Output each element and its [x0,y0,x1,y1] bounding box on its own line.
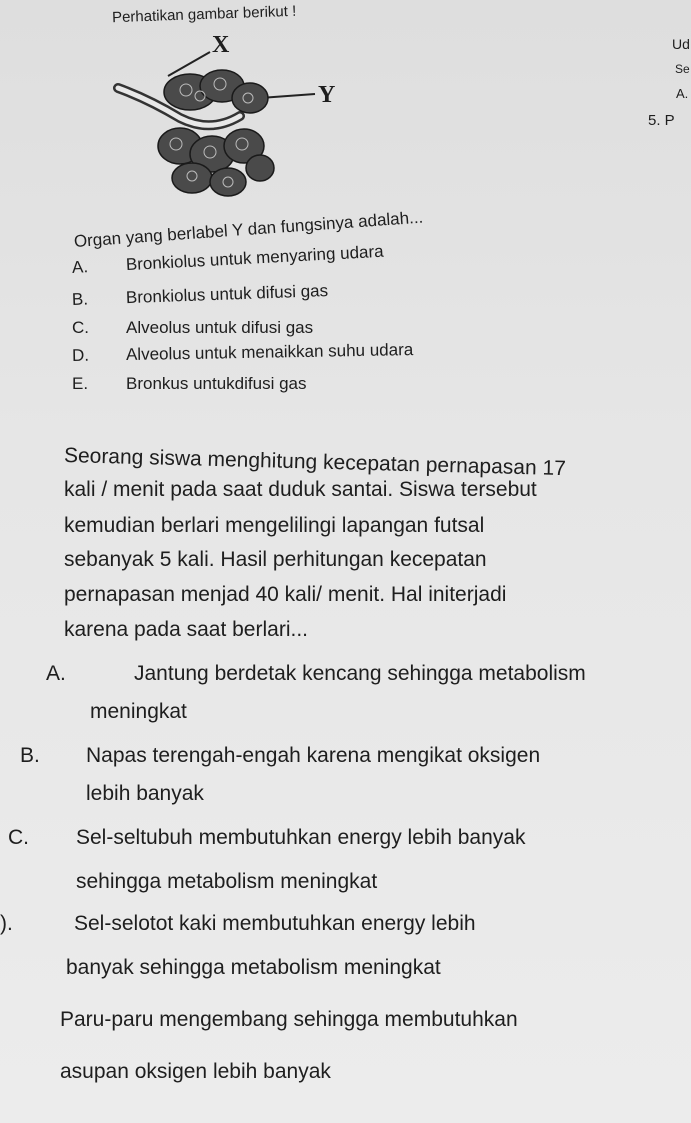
option-letter: A. [71,257,89,277]
option-text: Bronkiolus untuk difusi gas [125,281,329,308]
option-text: Sel-selotot kaki membutuhkan energy lebih [74,912,476,935]
option-text: Bronkiolus untuk menyaring udara [125,241,385,275]
question1-option-d[interactable] [72,340,414,366]
label-y: Y [318,82,336,108]
alveoli-illustration [110,36,360,206]
question2-stem-line: karena pada saat berlari... [64,618,308,641]
option-text: Alveolus untuk difusi gas [126,318,314,337]
question2-stem-line: pernapasan menjad 40 kali/ menit. Hal initerjadi [64,583,507,606]
question2-option-b-cont: lebih banyak [86,782,204,805]
question2-option-a[interactable] [46,662,586,686]
cutoff-question-5: 5. P [648,112,675,129]
option-letter: A. [46,662,66,685]
option-letter: E. [72,374,89,393]
question1-option-b[interactable] [72,281,329,310]
option-letter: B. [20,744,40,767]
question2-option-e[interactable]: Paru-paru mengembang sehingga membutuhkan [60,1008,518,1031]
option-letter: D. [71,345,90,365]
question1-option-e[interactable] [72,374,307,394]
cutoff-text-ud: Ud [672,36,690,52]
label-x: X [212,32,230,58]
option-text: Bronkus untukdifusi gas [126,374,307,393]
question2-option-d[interactable] [0,912,476,936]
question2-option-e-cont: asupan oksigen lebih banyak [60,1060,331,1083]
question1-stem: Organ yang berlabel Y dan fungsinya adalah... [73,207,424,251]
option-letter: ). [0,912,13,935]
question2-option-b[interactable] [20,744,540,768]
cutoff-text-se: Se [675,62,690,76]
cutoff-text-a: A. [676,86,689,101]
question2-option-d-cont: banyak sehingga metabolism meningkat [66,956,441,979]
question2-option-c-cont: sehingga metabolism meningkat [76,870,378,893]
question2-option-c[interactable] [8,826,525,850]
question2-stem-line: kali / menit pada saat duduk santai. Siswa tersebut [64,478,537,501]
option-text: Jantung berdetak kencang sehingga metabolism [134,662,586,685]
option-text: Napas terengah-engah karena mengikat oksigen [86,744,541,767]
option-letter: C. [72,318,89,337]
option-letter: B. [71,289,89,309]
question1-option-c[interactable] [72,318,313,338]
option-text: Alveolus untuk menaikkan suhu udara [125,340,414,365]
question2-stem-line: Seorang siswa menghitung kecepatan pernapasan 17 [63,444,567,481]
option-letter: C. [8,826,29,849]
question2-option-a-cont: meningkat [90,700,187,723]
figure-title: Perhatikan gambar berikut ! [111,2,297,27]
question2-stem-line: sebanyak 5 kali. Hasil perhitungan kecepatan [64,548,487,571]
option-text: Sel-seltubuh membutuhkan energy lebih banyak [76,826,526,849]
question2-stem-line: kemudian berlari mengelilingi lapangan futsal [64,514,485,537]
pointer-line-x [168,52,210,76]
